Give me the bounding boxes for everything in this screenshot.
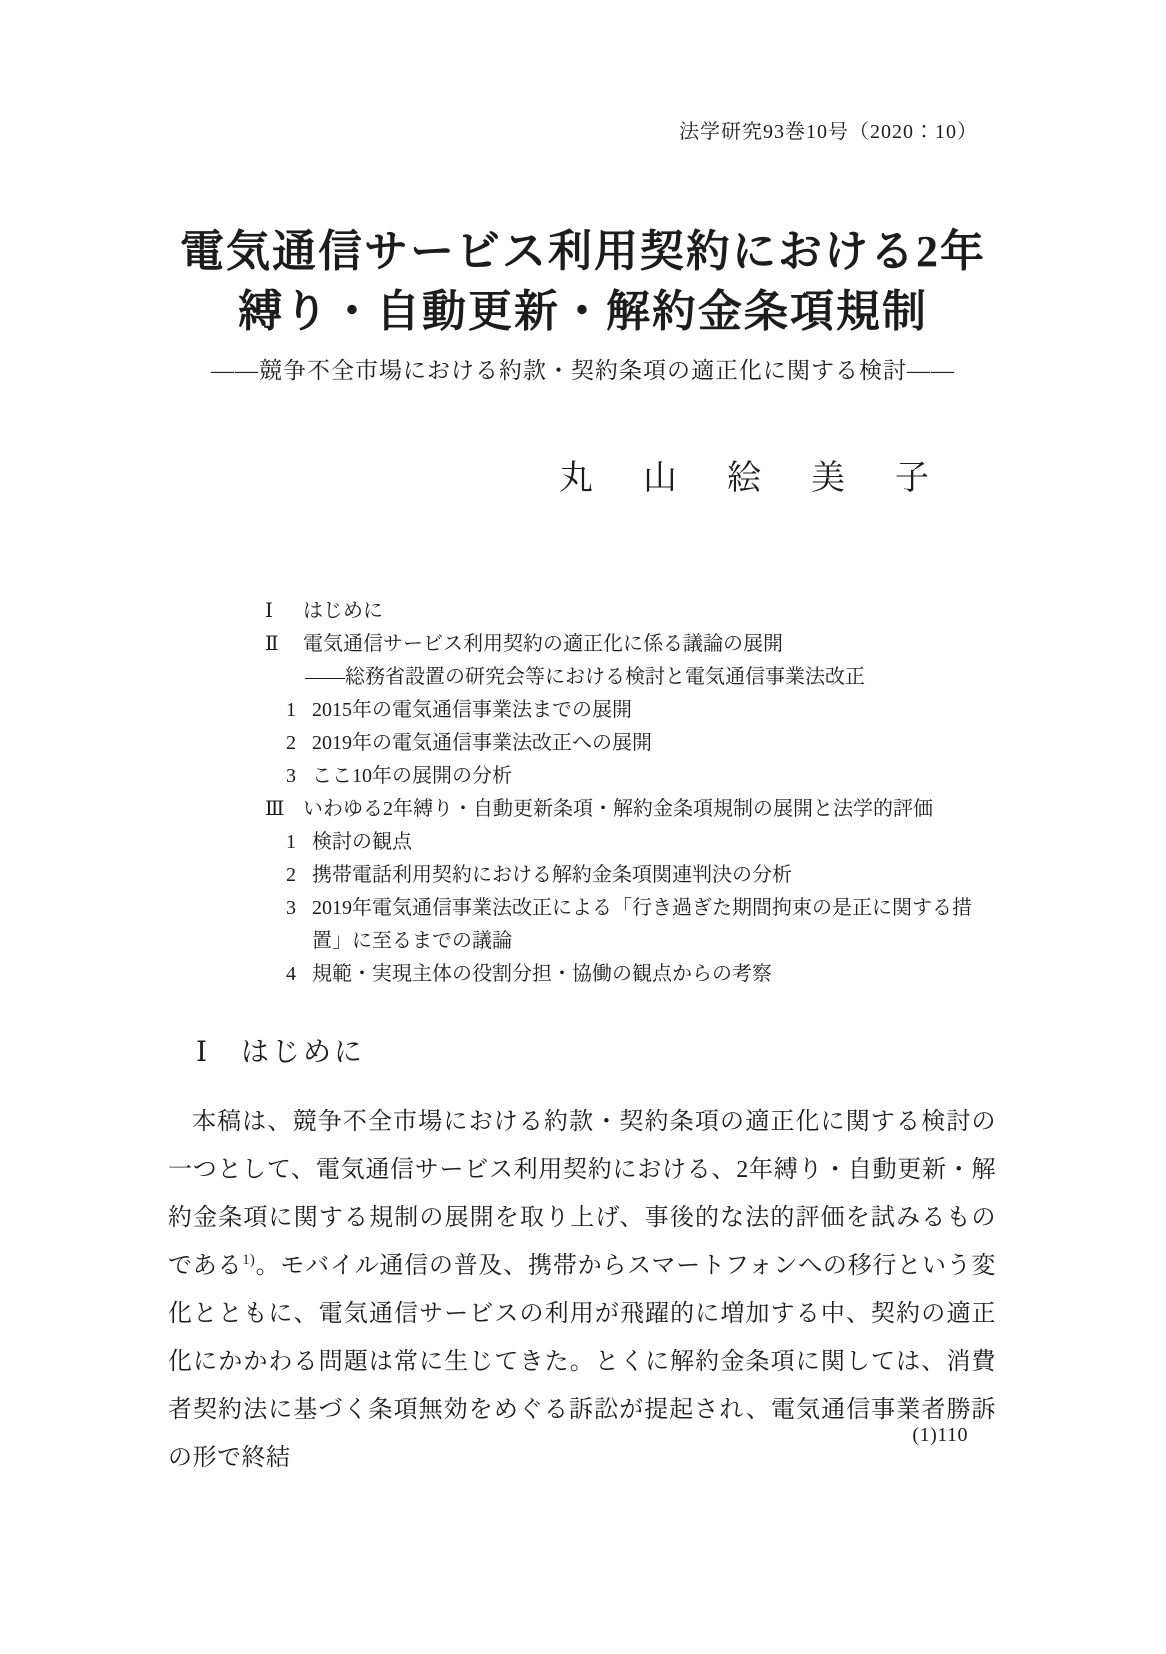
toc-item bbox=[265, 628, 985, 661]
toc-item-label: ——総務省設置の研究会等における検討と電気通信事業法改正 bbox=[305, 666, 865, 688]
toc-item bbox=[265, 793, 985, 826]
footnote-marker: 1) bbox=[242, 1252, 256, 1268]
toc-item bbox=[286, 760, 985, 793]
toc-item bbox=[286, 958, 985, 991]
toc-item-marker: 2 bbox=[286, 732, 296, 754]
paper-title-line2: 縛り・自動更新・解約金条項規制 bbox=[238, 287, 928, 336]
toc-item-label: はじめに bbox=[303, 600, 383, 622]
toc-item bbox=[286, 826, 985, 859]
journal-reference: 法学研究93巻10号（2020：10） bbox=[679, 121, 978, 143]
table-of-contents bbox=[265, 595, 985, 991]
toc-item-marker: 2 bbox=[286, 864, 296, 886]
body-text-part2: 。モバイル通信の普及、携帯からスマートフォンへの移行という変化とともに、電気通信サービスの利用が飛躍的に増加する中、契約の適正化にかかわる問題は常に生じてきた。とくに解約金条項に関しては、消費者契約法に基づく条項無効をめぐる訴訟が提起され、電気通信事業者勝訴の形で終結 bbox=[168, 1253, 996, 1471]
toc-item-label: 2019年電気通信事業法改正による「行き過ぎた期間拘束の是正に関する措置」に至るまでの議論 bbox=[312, 897, 972, 952]
paper-title bbox=[0, 222, 1166, 342]
body-paragraph bbox=[168, 1098, 996, 1482]
toc-item bbox=[286, 892, 985, 958]
toc-item-marker: Ⅲ bbox=[265, 798, 285, 820]
page-number: (1)110 bbox=[912, 1424, 968, 1446]
toc-item bbox=[265, 595, 985, 628]
toc-item-marker: Ⅰ bbox=[265, 600, 273, 622]
toc-item-label: ここ10年の展開の分析 bbox=[312, 765, 512, 787]
author-name: 丸 山 絵 美 子 bbox=[559, 460, 937, 497]
toc-item-label: 携帯電話利用契約における解約金条項関連判決の分析 bbox=[312, 864, 792, 886]
toc-item-label: 規範・実現主体の役割分担・協働の観点からの考察 bbox=[312, 963, 772, 985]
toc-item-marker: Ⅱ bbox=[265, 633, 279, 655]
toc-item-label: 2015年の電気通信事業法までの展開 bbox=[312, 699, 632, 721]
toc-item-marker: 3 bbox=[286, 897, 296, 919]
toc-item-marker: 3 bbox=[286, 765, 296, 787]
toc-item-marker: 1 bbox=[286, 831, 296, 853]
toc-item-marker: 1 bbox=[286, 699, 296, 721]
body-text-part1: 本稿は、競争不全市場における約款・契約条項の適正化に関する検討の一つとして、電気通信サービス利用契約における、2年縛り・自動更新・解約金条項に関する規制の展開を取り上げ、事後的な法的評価を試みるものである bbox=[168, 1109, 996, 1279]
toc-item bbox=[286, 727, 985, 760]
toc-item-label: いわゆる2年縛り・自動更新条項・解約金条項規制の展開と法学的評価 bbox=[303, 798, 933, 820]
toc-item-label: 2019年の電気通信事業法改正への展開 bbox=[312, 732, 652, 754]
toc-item bbox=[286, 859, 985, 892]
section-heading: Ⅰ はじめに bbox=[196, 1037, 366, 1068]
toc-item-label: 電気通信サービス利用契約の適正化に係る議論の展開 bbox=[303, 633, 783, 655]
toc-item-marker: 4 bbox=[286, 963, 296, 985]
paper-title-line1: 電気通信サービス利用契約における2年 bbox=[180, 227, 986, 276]
paper-subtitle: ——競争不全市場における約款・契約条項の適正化に関する検討—— bbox=[211, 358, 955, 383]
toc-item-label: 検討の観点 bbox=[312, 831, 412, 853]
toc-item bbox=[305, 661, 985, 694]
toc-item bbox=[286, 694, 985, 727]
